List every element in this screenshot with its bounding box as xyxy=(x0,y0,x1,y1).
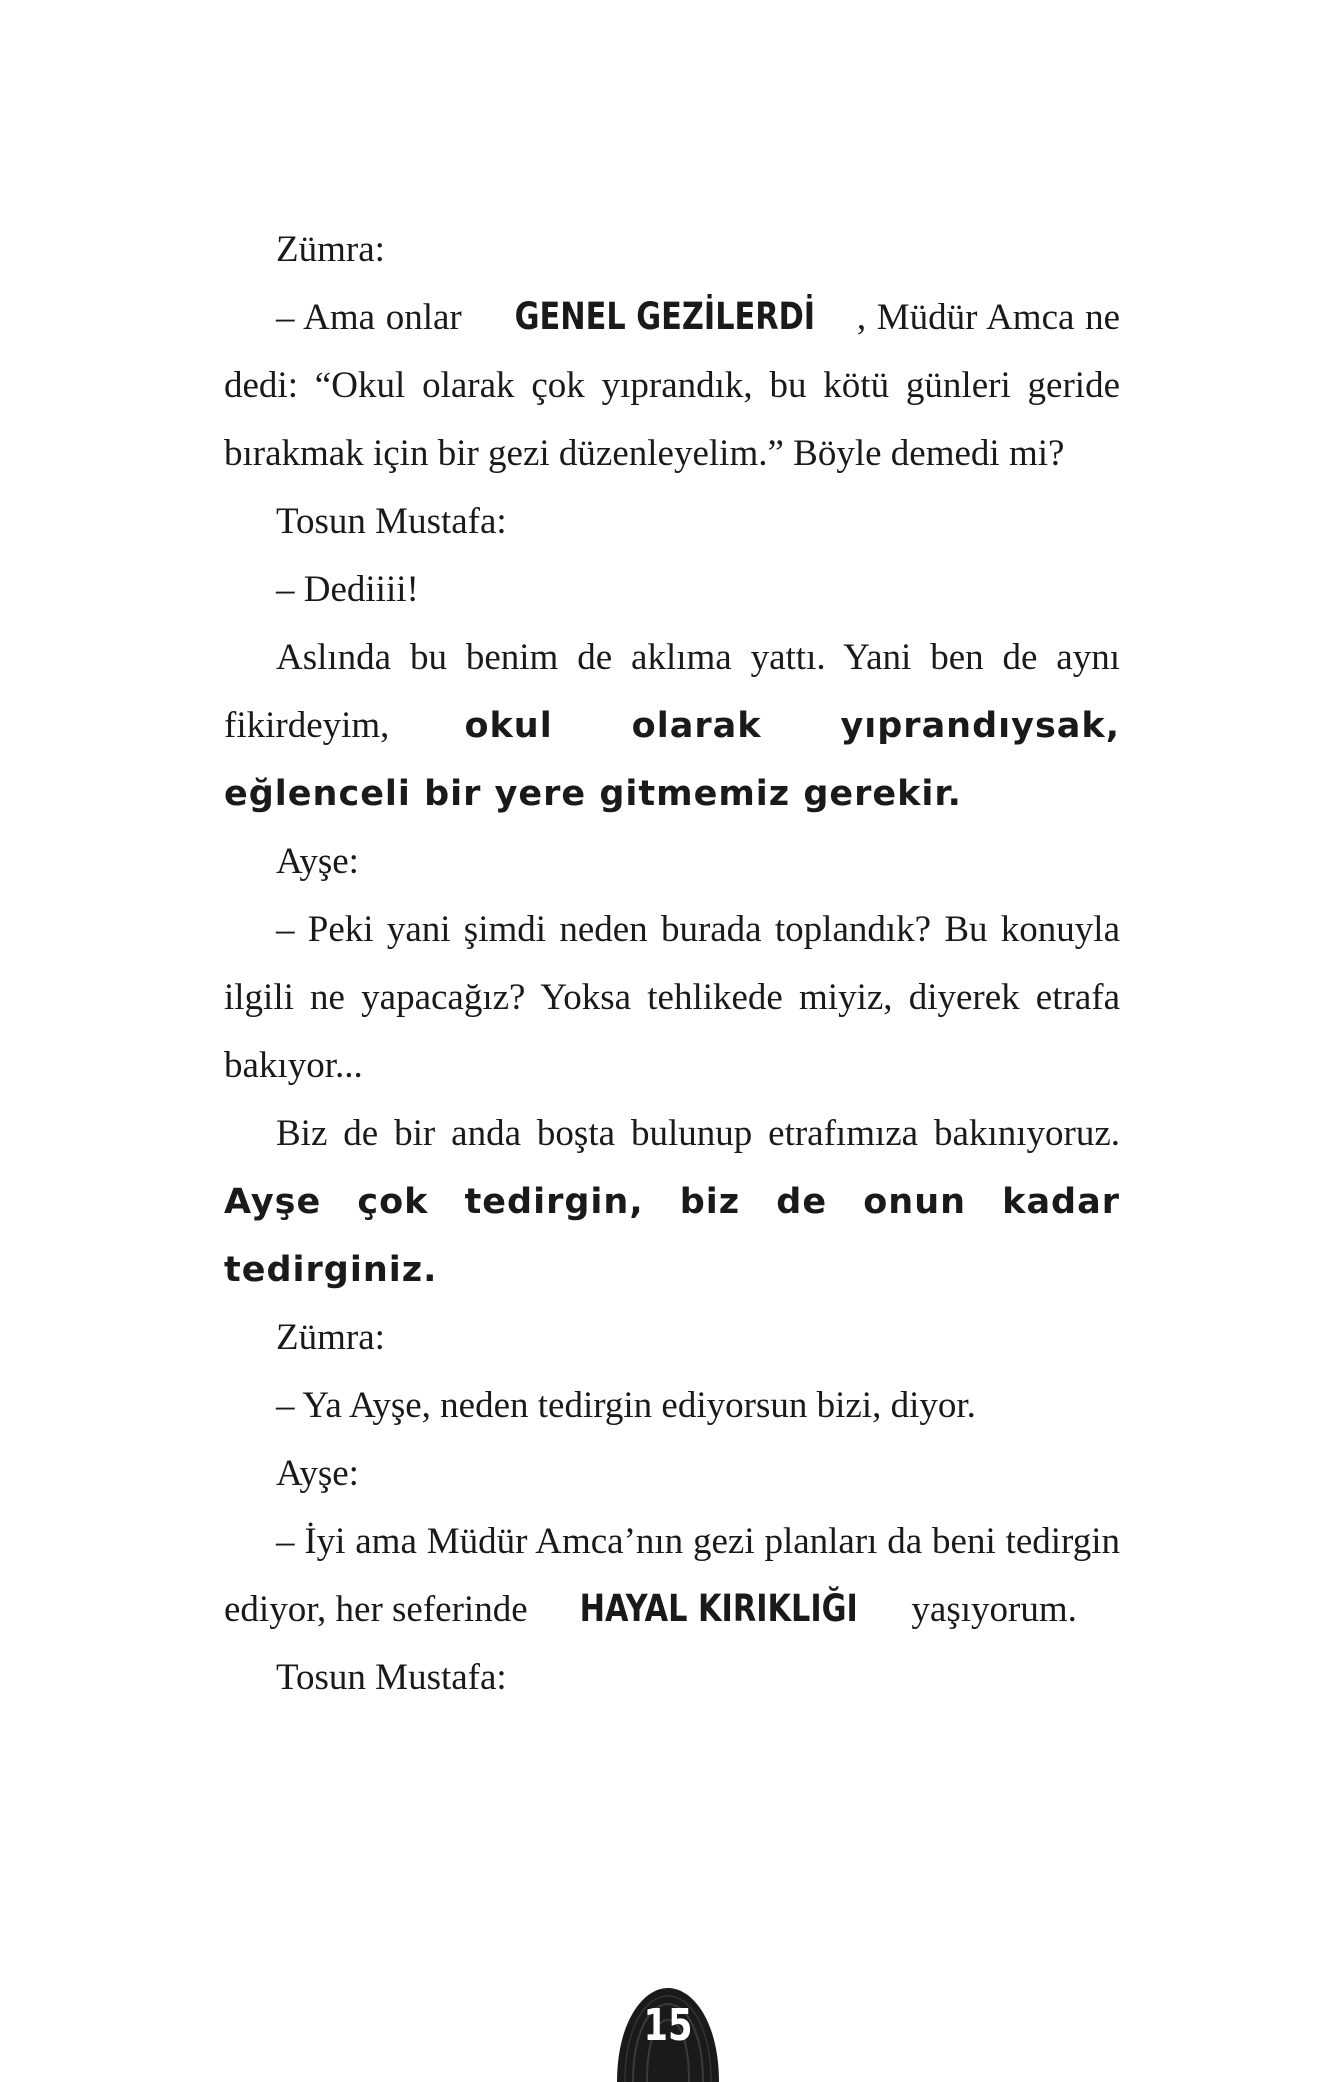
text-run: yaşıyorum. xyxy=(902,1589,1077,1630)
page-number-badge xyxy=(603,1982,733,2082)
text-run: Aslında bu benim de aklıma yattı. Yani ben de aynı fikirdeyim, xyxy=(224,637,1120,746)
text-run: , Müdür Amca ne dedi: “Okul olarak çok yıprandık, bu kötü günleri geride bırakmak için bir gezi düzenleyelim.” Böyle demedi mi? xyxy=(224,297,1121,474)
dialogue-paragraph xyxy=(224,284,1120,488)
speaker-ayse: Ayşe: xyxy=(276,1453,359,1494)
dialogue-paragraph xyxy=(224,1508,1120,1644)
dialogue-line: – Ya Ayşe, neden tedirgin ediyorsun bizi, diyor. xyxy=(276,1385,976,1426)
narration-paragraph xyxy=(224,624,1120,828)
emphasis-handwritten: Ayşe çok tedirgin, biz de onun kadar tedirginiz. xyxy=(224,1182,1120,1290)
emphasis-caps: HAYAL KIRIKLIĞI xyxy=(579,1587,858,1630)
text-run: Biz de bir anda boşta bulunup etrafımıza bakınıyoruz. xyxy=(276,1113,1120,1154)
text-run: – Ama onlar xyxy=(276,297,473,338)
dialogue-paragraph: – Peki yani şimdi neden burada toplandık? Bu konuyla ilgili ne yapacağız? Yoksa tehlikede miyiz, diyerek etrafa bakıyor... xyxy=(224,909,1120,1086)
text-run: – İyi ama Müdür Amca’nın gezi planları da beni tedirgin ediyor, her seferinde xyxy=(224,1521,1120,1630)
dialogue-line: – Dediiii! xyxy=(276,569,419,610)
narration-paragraph xyxy=(224,1100,1120,1304)
emphasis-handwritten: okul olarak yıprandıysak, eğlenceli bir yere gitmemiz gerekir. xyxy=(224,706,1120,814)
speaker-zumra: Zümra: xyxy=(276,229,385,270)
speaker-tosun-mustafa: Tosun Mustafa: xyxy=(276,501,507,542)
book-page-body xyxy=(224,216,1120,1712)
page-number: 15 xyxy=(643,2000,693,2051)
speaker-zumra: Zümra: xyxy=(276,1317,385,1358)
speaker-tosun-mustafa: Tosun Mustafa: xyxy=(276,1657,507,1698)
emphasis-caps: GENEL GEZİLERDİ xyxy=(515,295,816,338)
speaker-ayse: Ayşe: xyxy=(276,841,359,882)
